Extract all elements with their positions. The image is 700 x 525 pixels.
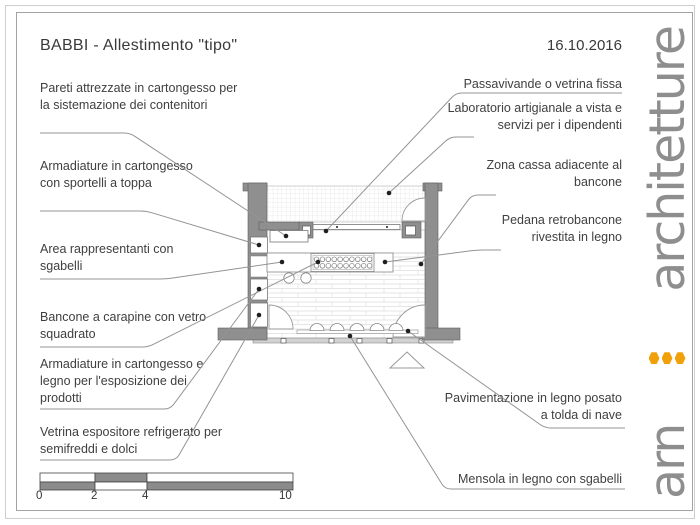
mensola-shelf [297,324,418,334]
label-bancone-carapine: Bancone a carapine con vetro squadrato [40,310,207,341]
hexagon-dot-icon [649,352,660,364]
sheet-title: BABBI - Allestimento "tipo" [40,37,238,54]
laboratorio-floor-tiles [267,186,425,222]
armadio-contenitori [270,231,308,243]
label-area-rappresentanti: Area rappresentanti con sgabelli [40,242,174,273]
scale-tick-2: 2 [91,490,98,502]
hexagon-dot-icon [675,352,686,364]
label-armadiature-sportelli: Armadiature in cartongesso con sportelli a toppa [40,159,193,190]
label-vetrina-refrigerata: Vetrina espositore refrigerato per semifreddi e dolci [40,425,223,456]
logo-text-prefix: arn [638,424,696,499]
sheet-date: 16.10.2016 [546,37,622,54]
scale-tick-0: 0 [36,490,43,502]
label-pareti-attrezzate: Pareti attrezzate in cartongesso per la sistemazione dei contenitori [40,81,238,112]
scale-tick-10: 10 [279,490,292,502]
scale-bar [40,473,293,490]
label-armadiature-legno: Armadiature in cartongesso e legno per l'esposizione dei prodotti [40,357,204,405]
scale-tick-4: 4 [142,490,149,502]
logo-text-suffix: architetture [638,27,696,292]
label-laboratorio: Laboratorio artigianale a vista e servizi per i dipendenti [447,101,622,132]
label-passavivande: Passavivande o vetrina fissa [463,77,622,91]
entry-triangle-marker [390,352,424,368]
label-mensola: Mensola in legno con sgabelli [458,472,622,486]
logo-dots-icon [649,352,686,364]
hexagon-dot-icon [662,352,673,364]
label-zona-cassa: Zona cassa adiacente al bancone [486,158,622,189]
bancone-counter [267,253,393,272]
label-pedana: Pedana retrobancone rivestita in legno [501,213,622,244]
studio-logo [640,27,694,499]
label-pavimentazione: Pavimentazione in legno posato a tolda di nave [444,391,622,422]
